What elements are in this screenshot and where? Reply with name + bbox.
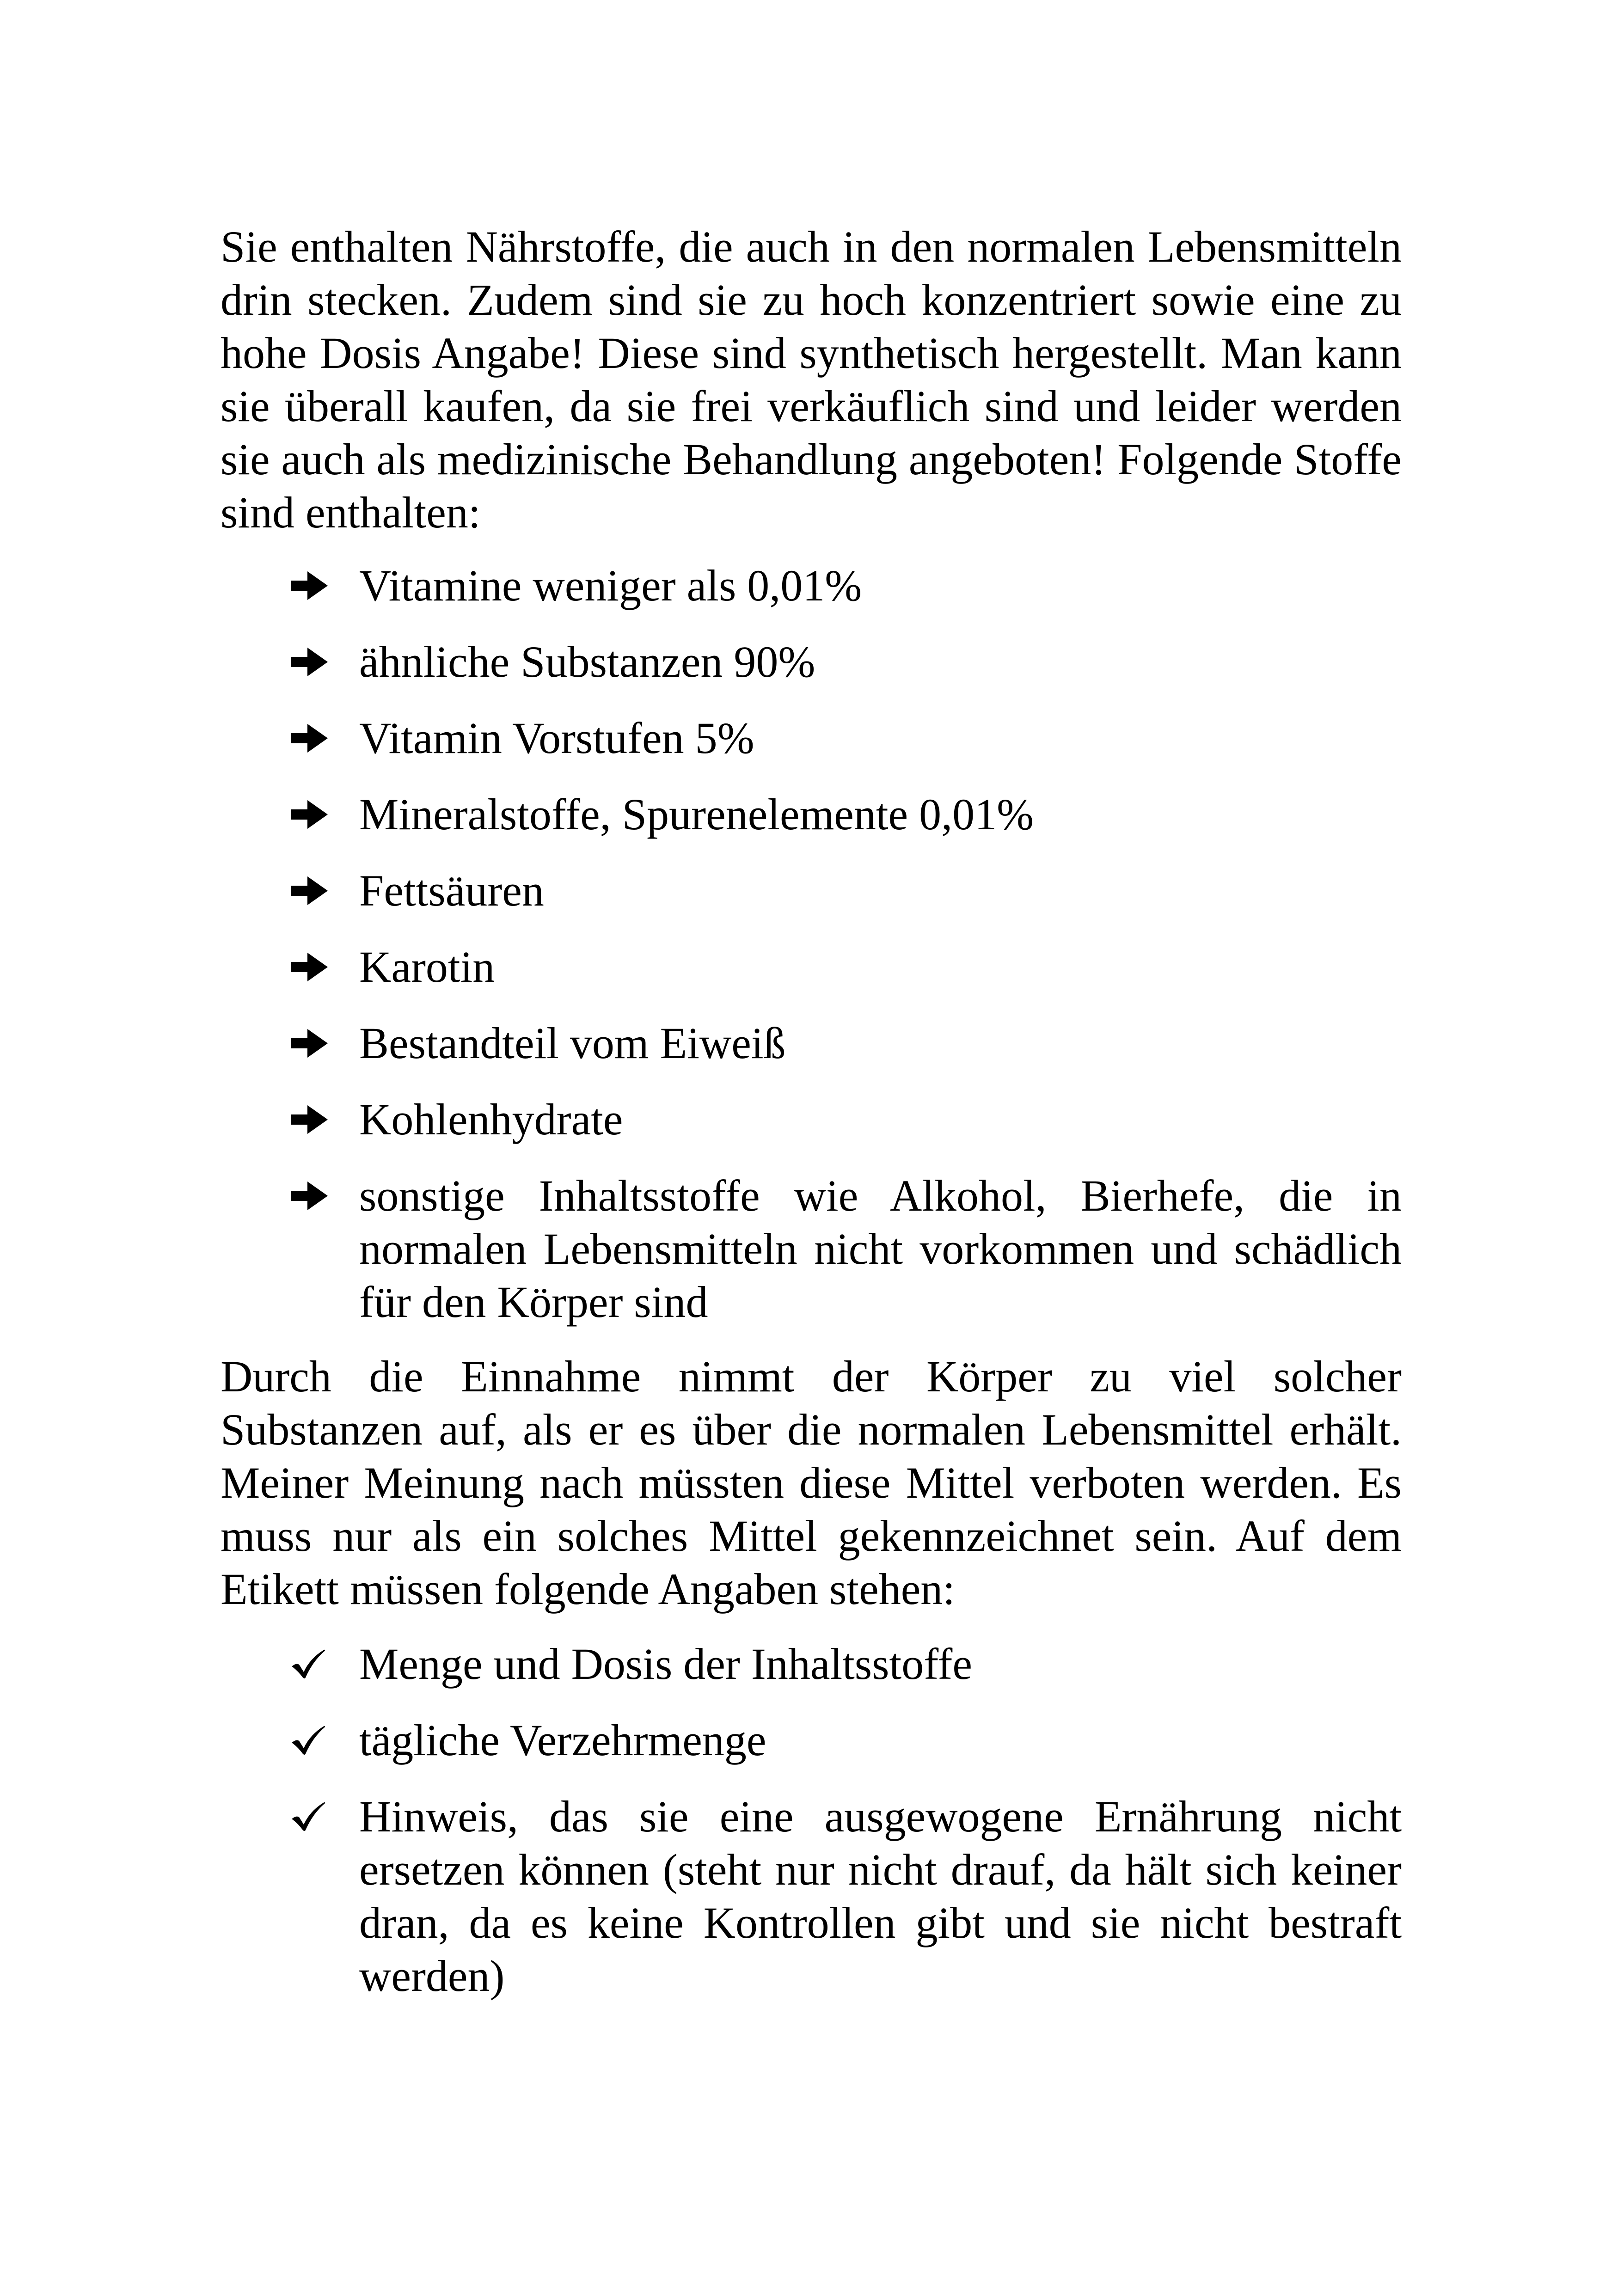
list-item-text: Fettsäuren: [359, 866, 544, 915]
arrow-right-icon: [291, 864, 342, 917]
checkmark-icon: [291, 1637, 342, 1690]
list-item-text: Mineralstoffe, Spurenelemente 0,01%: [359, 790, 1034, 839]
list-item: [221, 864, 1402, 917]
document-page: [221, 220, 1402, 2002]
list-item: [221, 711, 1402, 765]
list-item-text: Karotin: [359, 942, 495, 992]
arrow-right-icon: [291, 940, 342, 993]
list-item: [221, 1714, 1402, 1767]
arrow-right-icon: [291, 711, 342, 765]
list-item: [221, 635, 1402, 688]
label-requirements-list: [221, 1637, 1402, 2002]
checkmark-icon: [291, 1714, 342, 1767]
list-item-text: Vitamine weniger als 0,01%: [359, 561, 862, 610]
list-item-text: tägliche Verzehrmenge: [359, 1715, 766, 1765]
list-item-text: Menge und Dosis der Inhaltsstoffe: [359, 1639, 972, 1689]
list-item: [221, 1790, 1402, 2002]
list-item-text: sonstige Inhaltsstoffe wie Alkohol, Bierhefe, die in normalen Lebensmitteln nicht vorkommen und schädlich für den Körper sind: [359, 1171, 1402, 1327]
arrow-right-icon: [291, 559, 342, 612]
arrow-right-icon: [291, 1169, 342, 1222]
list-item-text: Vitamin Vorstufen 5%: [359, 713, 754, 763]
list-item: [221, 788, 1402, 841]
list-item-text: Hinweis, das sie eine ausgewogene Ernährung nicht ersetzen können (steht nur nicht drauf, da hält sich keiner dran, da es keine Kontrollen gibt und sie nicht bestraft werden): [359, 1792, 1402, 2001]
list-item: [221, 940, 1402, 993]
arrow-right-icon: [291, 1016, 342, 1070]
list-item-text: ähnliche Substanzen 90%: [359, 637, 815, 686]
list-item: [221, 1016, 1402, 1070]
checkmark-icon: [291, 1790, 342, 1843]
ingredients-list: [221, 559, 1402, 1329]
arrow-right-icon: [291, 788, 342, 841]
arrow-right-icon: [291, 1093, 342, 1146]
list-item: [221, 1637, 1402, 1690]
list-item-text: Bestandteil vom Eiweiß: [359, 1018, 786, 1068]
arrow-right-icon: [291, 635, 342, 688]
list-item: [221, 1093, 1402, 1146]
list-item-text: Kohlenhydrate: [359, 1095, 623, 1144]
intro-paragraph: Sie enthalten Nährstoffe, die auch in den normalen Lebensmitteln drin stecken. Zudem sind sie zu hoch konzentriert sowie eine zu hohe Dosis Angabe! Diese sind synthetisch hergestellt. Man kann sie überall kaufen, da sie frei verkäuflich sind und leider werden sie auch als medizinische Behandlung angeboten! Folgende Stoffe sind enthalten:: [221, 222, 1402, 537]
conclusion-paragraph: Durch die Einnahme nimmt der Körper zu viel solcher Substanzen auf, als er es über die normalen Lebensmittel erhält. Meiner Meinung nach müssten diese Mittel verboten werden. Es muss nur als ein solches Mittel gekennzeichnet sein. Auf dem Etikett müssen folgende Angaben stehen:: [221, 1352, 1402, 1614]
list-item: [221, 1169, 1402, 1329]
list-item: [221, 559, 1402, 612]
